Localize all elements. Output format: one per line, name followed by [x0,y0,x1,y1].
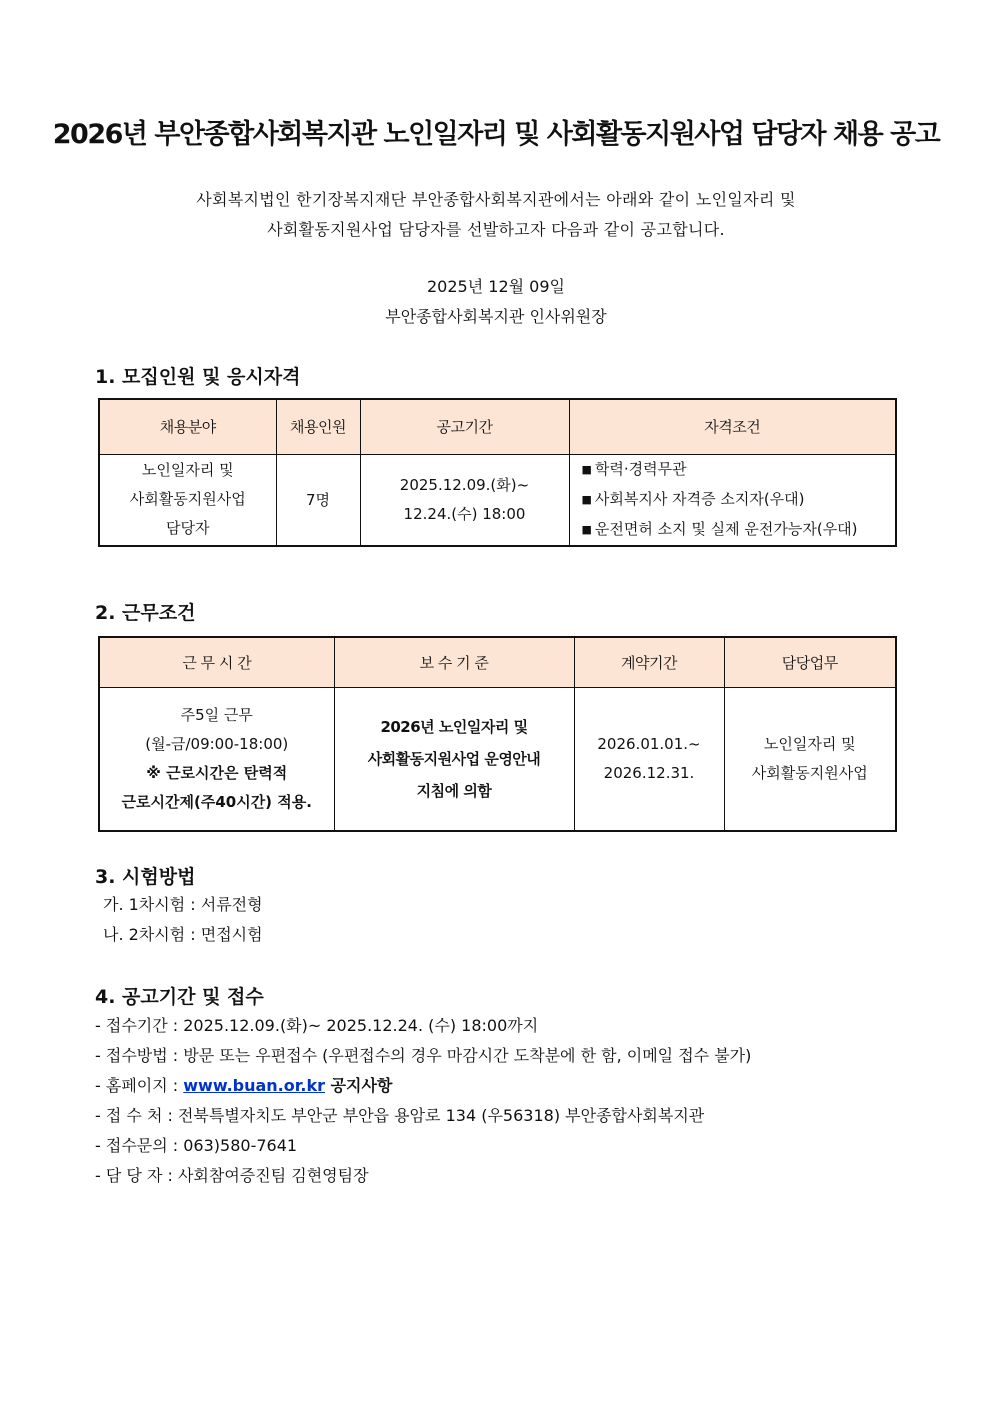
table-header-row [99,399,896,454]
header-pay: 보 수 기 준 [334,637,574,687]
section-4-heading: 4. 공고기간 및 접수 [95,986,264,1008]
list-item [95,1071,751,1101]
contract-line: 2026.12.31. [603,763,695,782]
page-title: 2026년 부안종합사회복지관 노인일자리 및 사회활동지원사업 담당자 채용 공고 [52,119,940,150]
square-bullet-icon: ■ [581,492,592,506]
list-item: - 접 수 처 : 전북특별자치도 부안군 부안읍 용암로 134 (우56318) 부안종합사회복지관 [95,1106,705,1125]
contract-cell [574,687,724,831]
header-period: 공고기간 [360,399,569,454]
qualification-text: 사회복지사 자격증 소지자(우대) [594,489,805,508]
header-contract: 계약기간 [574,637,724,687]
qualifications-cell [569,454,896,546]
list-item: - 접수방법 : 방문 또는 우편접수 (우편접수의 경우 마감시간 도착분에 한 함, 이메일 접수 불가) [95,1046,752,1065]
application-info-list [95,1011,751,1191]
issuer: 부안종합사회복지관 인사위원장 [385,307,607,326]
qualification-item [582,485,896,515]
hours-line: (월-금/09:00-18:00) [145,734,289,753]
qualification-item [582,455,896,485]
pay-cell [334,687,574,831]
hours-note: ※ 근로시간은 탄력적 [146,763,288,782]
count-cell: 7명 [276,454,360,546]
qualification-text: 운전면허 소지 및 실제 운전가능자(우대) [594,519,858,538]
section-2-heading: 2. 근무조건 [95,602,196,624]
pay-line: 지침에 의함 [416,781,492,800]
pay-line: 2026년 노인일자리 및 [380,717,528,736]
qualification-text: 학력·경력무관 [594,459,687,478]
date-block [0,272,992,332]
intro-paragraph [0,185,992,245]
header-field: 채용분야 [99,399,276,454]
list-item: - 접수문의 : 063)580-7641 [95,1136,298,1155]
pay-line: 사회활동지원사업 운영안내 [367,749,541,768]
contract-line: 2026.01.01.~ [597,734,701,753]
section-1-heading: 1. 모집인원 및 응시자격 [95,366,301,388]
homepage-link[interactable]: www.buan.or.kr [183,1076,325,1095]
homepage-suffix: 공지사항 [324,1076,393,1095]
hours-note: 근로시간제(주40시간) 적용. [121,792,312,811]
exam-method-list [95,890,263,950]
header-duty: 담당업무 [724,637,896,687]
duty-line: 사회활동지원사업 [751,763,868,782]
period-line: 2025.12.09.(화)~ [399,475,530,494]
hours-cell [99,687,334,831]
work-conditions-table [98,636,897,832]
header-count: 채용인원 [276,399,360,454]
hours-line: 주5일 근무 [180,705,253,724]
field-line: 사회활동지원사업 [129,490,246,508]
list-item: 가. 1차시험 : 서류전형 [103,895,263,914]
list-item: - 담 당 자 : 사회참여증진팀 김현영팀장 [95,1166,369,1185]
list-item: - 접수기간 : 2025.12.09.(화)~ 2025.12.24. (수) 18:00까지 [95,1016,539,1035]
table-header-row [99,637,896,687]
square-bullet-icon: ■ [581,462,592,476]
homepage-label: - 홈페이지 : [95,1076,184,1095]
qualification-item [582,515,896,545]
table-row [99,687,896,831]
period-line: 12.24.(수) 18:00 [403,504,526,523]
table-row [99,454,896,546]
duty-line: 노인일자리 및 [763,734,856,753]
header-hours: 근 무 시 간 [99,637,334,687]
duty-cell [724,687,896,831]
period-cell [360,454,569,546]
list-item: 나. 2차시험 : 면접시험 [103,925,263,944]
square-bullet-icon: ■ [581,522,592,536]
recruitment-table [98,398,897,547]
intro-line: 사회복지법인 한기장복지재단 부안종합사회복지관에서는 아래와 같이 노인일자리 및 [196,190,796,209]
field-line: 담당자 [166,519,210,537]
field-cell [99,454,276,546]
intro-line: 사회활동지원사업 담당자를 선발하고자 다음과 같이 공고합니다. [267,220,725,239]
section-3-heading: 3. 시험방법 [95,866,196,888]
header-qualifications: 자격조건 [569,399,896,454]
notice-date: 2025년 12월 09일 [427,277,565,296]
field-line: 노인일자리 및 [141,461,234,479]
